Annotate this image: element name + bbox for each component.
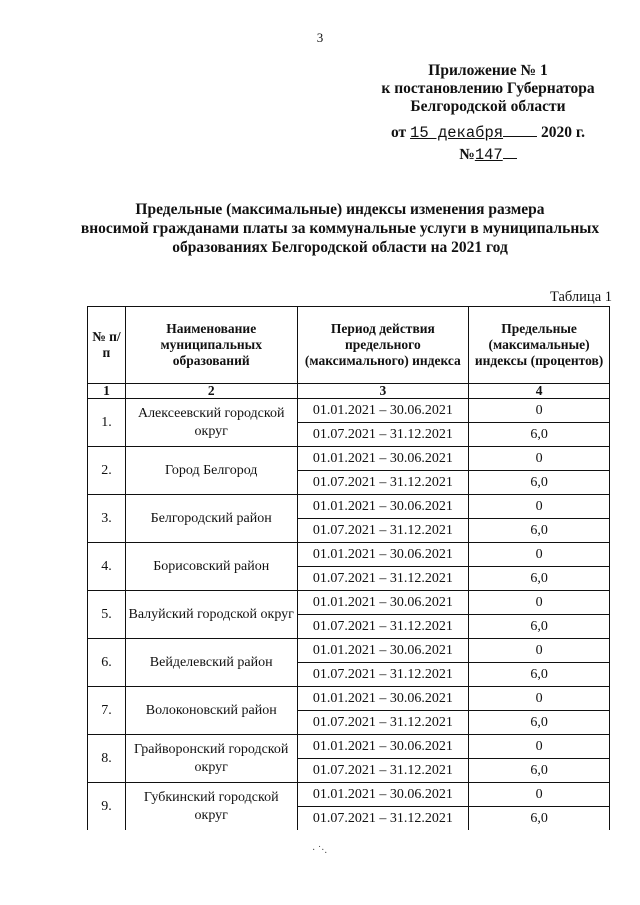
period-first-half: 01.01.2021 – 30.06.2021	[297, 543, 469, 567]
period-second-half: 01.07.2021 – 31.12.2021	[297, 423, 469, 447]
handwritten-date: 15 декабря	[410, 124, 504, 142]
period-first-half: 01.01.2021 – 30.06.2021	[297, 783, 469, 807]
annex-block	[358, 62, 618, 164]
period-second-half: 01.07.2021 – 31.12.2021	[297, 759, 469, 783]
table-row	[88, 399, 610, 423]
table-row	[88, 783, 610, 807]
table-row	[88, 447, 610, 471]
row-number: 8.	[88, 735, 126, 783]
row-number: 9.	[88, 783, 126, 831]
period-second-half: 01.07.2021 – 31.12.2021	[297, 471, 469, 495]
municipality-name: Вейделевский район	[125, 639, 297, 687]
column-number-row	[88, 384, 610, 399]
index-first-half: 0	[469, 447, 610, 471]
index-second-half: 6,0	[469, 759, 610, 783]
row-number: 6.	[88, 639, 126, 687]
header-number: № п/п	[88, 307, 126, 384]
period-second-half: 01.07.2021 – 31.12.2021	[297, 519, 469, 543]
header-period: Период действия предельного (максимального) индекса	[297, 307, 469, 384]
date-underline	[503, 124, 537, 137]
index-first-half: 0	[469, 735, 610, 759]
index-first-half: 0	[469, 783, 610, 807]
annex-date-line	[358, 124, 618, 142]
period-second-half: 01.07.2021 – 31.12.2021	[297, 711, 469, 735]
annex-line-3: Белгородской области	[410, 98, 566, 115]
period-second-half: 01.07.2021 – 31.12.2021	[297, 567, 469, 591]
document-title	[60, 200, 620, 257]
index-second-half: 6,0	[469, 471, 610, 495]
municipality-name: Белгородский район	[125, 495, 297, 543]
column-number: 3	[297, 384, 469, 399]
indices-table	[87, 306, 610, 830]
index-second-half: 6,0	[469, 711, 610, 735]
row-number: 1.	[88, 399, 126, 447]
date-prefix: от	[391, 124, 407, 141]
table-row	[88, 687, 610, 711]
index-first-half: 0	[469, 399, 610, 423]
number-prefix: №	[459, 146, 475, 163]
municipality-name: Алексеевский городской округ	[125, 399, 297, 447]
index-first-half: 0	[469, 687, 610, 711]
table-row	[88, 591, 610, 615]
period-first-half: 01.01.2021 – 30.06.2021	[297, 591, 469, 615]
table-row	[88, 495, 610, 519]
index-second-half: 6,0	[469, 519, 610, 543]
index-second-half: 6,0	[469, 615, 610, 639]
header-index: Предельные (максимальные) индексы (процентов)	[469, 307, 610, 384]
page-number: 3	[316, 30, 324, 45]
period-second-half: 01.07.2021 – 31.12.2021	[297, 807, 469, 831]
municipality-name: Волоконовский район	[125, 687, 297, 735]
header-municipality: Наименование муниципальных образований	[125, 307, 297, 384]
municipality-name: Город Белгород	[125, 447, 297, 495]
date-year: 2020 г.	[540, 124, 585, 141]
index-second-half: 6,0	[469, 567, 610, 591]
row-number: 7.	[88, 687, 126, 735]
row-number: 4.	[88, 543, 126, 591]
table-header-row	[88, 307, 610, 384]
table-row	[88, 639, 610, 663]
index-second-half: 6,0	[469, 423, 610, 447]
handwritten-number: 147	[474, 146, 503, 164]
period-first-half: 01.01.2021 – 30.06.2021	[297, 495, 469, 519]
table-row	[88, 735, 610, 759]
index-first-half: 0	[469, 639, 610, 663]
index-second-half: 6,0	[469, 663, 610, 687]
column-number: 2	[125, 384, 297, 399]
title-line: Предельные (максимальные) индексы изменения размера	[135, 201, 545, 218]
row-number: 2.	[88, 447, 126, 495]
number-underline	[503, 146, 517, 159]
municipality-name: Валуйский городской округ	[125, 591, 297, 639]
index-second-half: 6,0	[469, 807, 610, 831]
period-first-half: 01.01.2021 – 30.06.2021	[297, 447, 469, 471]
index-first-half: 0	[469, 495, 610, 519]
period-second-half: 01.07.2021 – 31.12.2021	[297, 663, 469, 687]
period-first-half: 01.01.2021 – 30.06.2021	[297, 399, 469, 423]
annex-line-2: к постановлению Губернатора	[381, 80, 595, 97]
scan-mark: · ˙·.	[312, 845, 327, 856]
index-first-half: 0	[469, 543, 610, 567]
period-first-half: 01.01.2021 – 30.06.2021	[297, 639, 469, 663]
annex-title: Приложение № 1	[428, 62, 548, 79]
period-first-half: 01.01.2021 – 30.06.2021	[297, 735, 469, 759]
row-number: 5.	[88, 591, 126, 639]
row-number: 3.	[88, 495, 126, 543]
column-number: 4	[469, 384, 610, 399]
municipality-name: Борисовский район	[125, 543, 297, 591]
column-number: 1	[88, 384, 126, 399]
title-line: вносимой гражданами платы за коммунальные услуги в муниципальных	[80, 220, 600, 237]
period-second-half: 01.07.2021 – 31.12.2021	[297, 615, 469, 639]
title-line: образованиях Белгородской области на 2021 год	[172, 239, 508, 256]
index-first-half: 0	[469, 591, 610, 615]
municipality-name: Грайворонский городской округ	[125, 735, 297, 783]
period-first-half: 01.01.2021 – 30.06.2021	[297, 687, 469, 711]
table-label: Таблица 1	[549, 289, 612, 305]
annex-number-line	[358, 146, 618, 164]
table-row	[88, 543, 610, 567]
municipality-name: Губкинский городской округ	[125, 783, 297, 831]
